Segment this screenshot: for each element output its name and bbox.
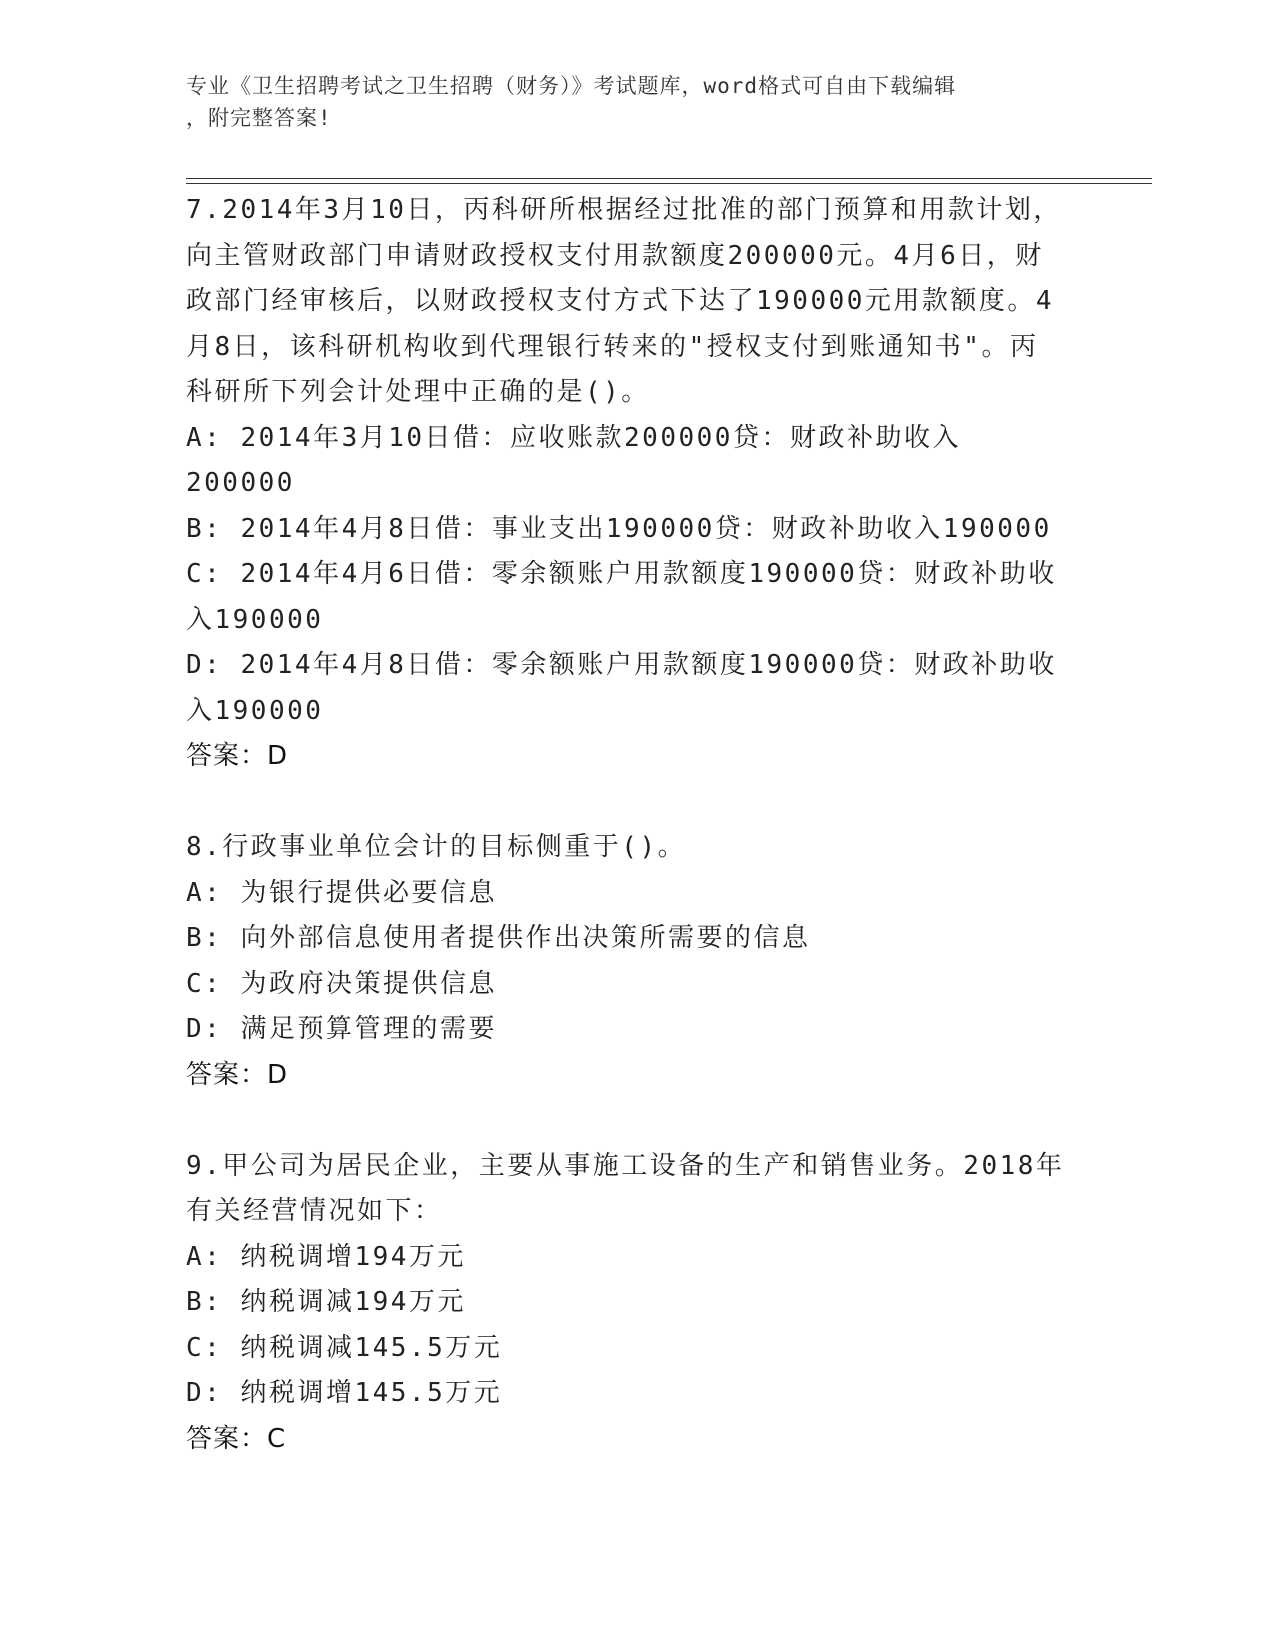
option-a: A: 为银行提供必要信息 <box>186 877 497 908</box>
question-stem-line: 有关经营情况如下： <box>186 1196 443 1226</box>
option-d: D: 2014年4月8日借：零余额账户用款额度190000贷：财政补助收 <box>186 650 1057 680</box>
option-a: A: 2014年3月10日借：应收账款200000贷：财政补助收入200000 <box>186 422 961 498</box>
question-9 <box>186 1144 1066 1463</box>
option-c: C: 为政府决策提供信息 <box>186 968 497 999</box>
question-stem-line: 9.甲公司为居民企业，主要从事施工设备的生产和销售业务。2018年 <box>186 1150 1065 1181</box>
answer-label: 答案：D <box>186 741 289 771</box>
option-b: B: 2014年4月8日借：事业支出190000贷：财政补助收入190000 <box>186 513 1052 544</box>
option-b: B: 向外部信息使用者提供作出决策所需要的信息 <box>186 923 811 953</box>
question-stem-line: 向主管财政部门申请财政授权支付用款额度200000元。4月6日，财 <box>186 240 1044 271</box>
answer-label: 答案：D <box>186 1059 289 1090</box>
option-d: D: 满足预算管理的需要 <box>186 1014 497 1044</box>
option-b: B: 纳税调减194万元 <box>186 1287 466 1317</box>
header-line-1: 专业《卫生招聘考试之卫生招聘（财务）》考试题库，word格式可自由下载编辑 <box>186 74 957 98</box>
question-7 <box>186 188 1066 780</box>
option-c: C: 纳税调减145.5万元 <box>186 1332 503 1363</box>
question-stem-line: 7.2014年3月10日，丙科研所根据经过批准的部门预算和用款计划， <box>186 195 1062 225</box>
option-d-continued: 入190000 <box>186 695 324 726</box>
question-spacer <box>186 1098 1066 1144</box>
option-c-continued: 入190000 <box>186 604 324 635</box>
question-list <box>186 188 1066 1462</box>
header-line-2: ，附完整答案! <box>186 106 332 130</box>
answer-label: 答案：C <box>186 1423 287 1454</box>
question-stem-line: 8.行政事业单位会计的目标侧重于()。 <box>186 832 687 862</box>
question-stem-line: 政部门经审核后，以财政授权支付方式下达了190000元用款额度。4 <box>186 286 1055 316</box>
header-divider-bottom <box>186 183 1152 184</box>
option-d: D: 纳税调增145.5万元 <box>186 1378 503 1408</box>
option-a: A: 纳税调增194万元 <box>186 1241 466 1272</box>
question-stem-line: 科研所下列会计处理中正确的是()。 <box>186 377 650 407</box>
option-c: C: 2014年4月6日借：零余额账户用款额度190000贷：财政补助收 <box>186 559 1057 589</box>
question-8 <box>186 825 1066 1098</box>
header-divider-top <box>186 178 1152 179</box>
question-stem-line: 月8日，该科研机构收到代理银行转来的"授权支付到账通知书"。丙 <box>186 331 1039 362</box>
question-spacer <box>186 780 1066 826</box>
document-header <box>186 70 1066 134</box>
